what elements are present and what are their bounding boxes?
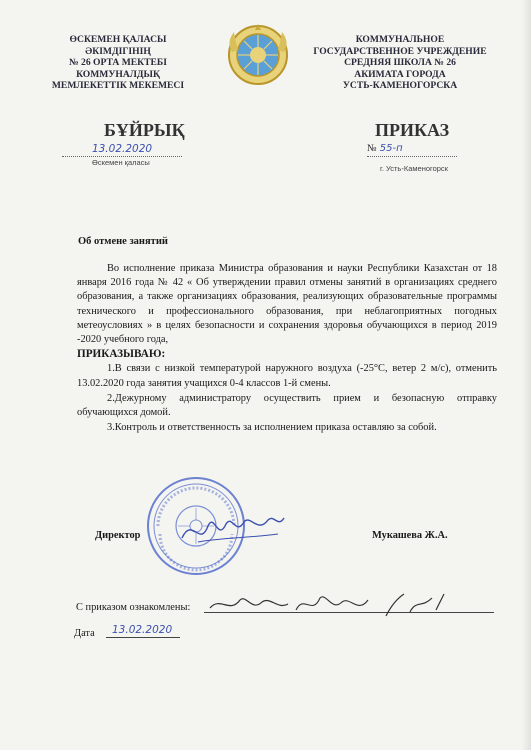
acknowledgement-signatures: [200, 588, 480, 622]
scan-edge-shadow: [521, 0, 531, 750]
state-emblem-icon: [226, 22, 290, 88]
header-right-line: ГОСУДАРСТВЕННОЕ УЧРЕЖДЕНИЕ: [313, 45, 487, 57]
director-signature: [178, 508, 288, 552]
header-left-line: ӘКІМДІГІНІҢ: [85, 45, 151, 57]
director-role: Директор: [95, 530, 141, 541]
header-right-line: АКИМАТА ГОРОДА: [354, 68, 446, 80]
doc-type-kz: БҰЙРЫҚ: [104, 120, 185, 140]
order-item: 3.Контроль и ответственность за исполнением приказа оставляю за собой.: [107, 422, 437, 434]
order-date-handwritten: 13.02.2020: [62, 143, 182, 157]
header-left-kz: [48, 34, 188, 92]
doc-type-ru: ПРИКАЗ: [375, 120, 450, 140]
document-body: [77, 262, 497, 435]
order-number-handwritten: 55-п: [379, 143, 403, 154]
director-name: Мукашева Ж.А.: [372, 530, 448, 541]
order-number: [367, 143, 457, 157]
header-right-ru: [300, 34, 500, 92]
number-prefix: №: [367, 143, 377, 154]
ack-date-line: [106, 637, 180, 638]
order-item: 1.В связи с низкой температурой наружного воздуха (-25°С, ветер 2 м/с), отменить 13.02.2020 года занятия учащихся 0-4 классов 1-й смены.: [77, 363, 497, 389]
header-left-line: МЕМЛЕКЕТТІК МЕКЕМЕСІ: [51, 80, 185, 91]
order-item: 2.Дежурному администратору осуществить прием и безопасную отправку обучающихся домой.: [77, 392, 497, 419]
intro-paragraph: Во исполнение приказа Министра образования и науки Республики Казахстан от 18 января 2016 года № 42 « Об утверждении правил отмены занятий в организациях среднего образования, а также организациях образования, реализующих образовательные программы технического и профессионального образования, при неблагоприятных погодных метеоусловиях » в целях безопасности и сохранения здоровья обучающихся в период 2019 -2020 учебного года,: [77, 263, 497, 346]
header-right-line: УСТЬ-КАМЕНОГОРСКА: [342, 80, 458, 91]
header-right-line: СРЕДНЯЯ ШКОЛА № 26: [344, 57, 456, 68]
city-kz: Өскемен қаласы: [92, 158, 150, 167]
header-left-line: ӨСКЕМЕН ҚАЛАСЫ: [69, 34, 167, 45]
ack-date-value: 13.02.2020: [112, 624, 173, 636]
acknowledgement-label: С приказом ознакомлены:: [76, 602, 191, 613]
ack-date-label: Дата: [74, 628, 95, 639]
header-left-line: № 26 ОРТА МЕКТЕБІ: [68, 57, 167, 68]
header-right-line: КОММУНАЛЬНОЕ: [355, 34, 445, 45]
header-left-line: КОММУНАЛДЫҚ: [76, 68, 160, 80]
document-title: Об отмене занятий: [78, 236, 168, 247]
order-word: ПРИКАЗЫВАЮ:: [77, 348, 166, 361]
city-ru: г. Усть-Каменогорск: [380, 164, 448, 173]
